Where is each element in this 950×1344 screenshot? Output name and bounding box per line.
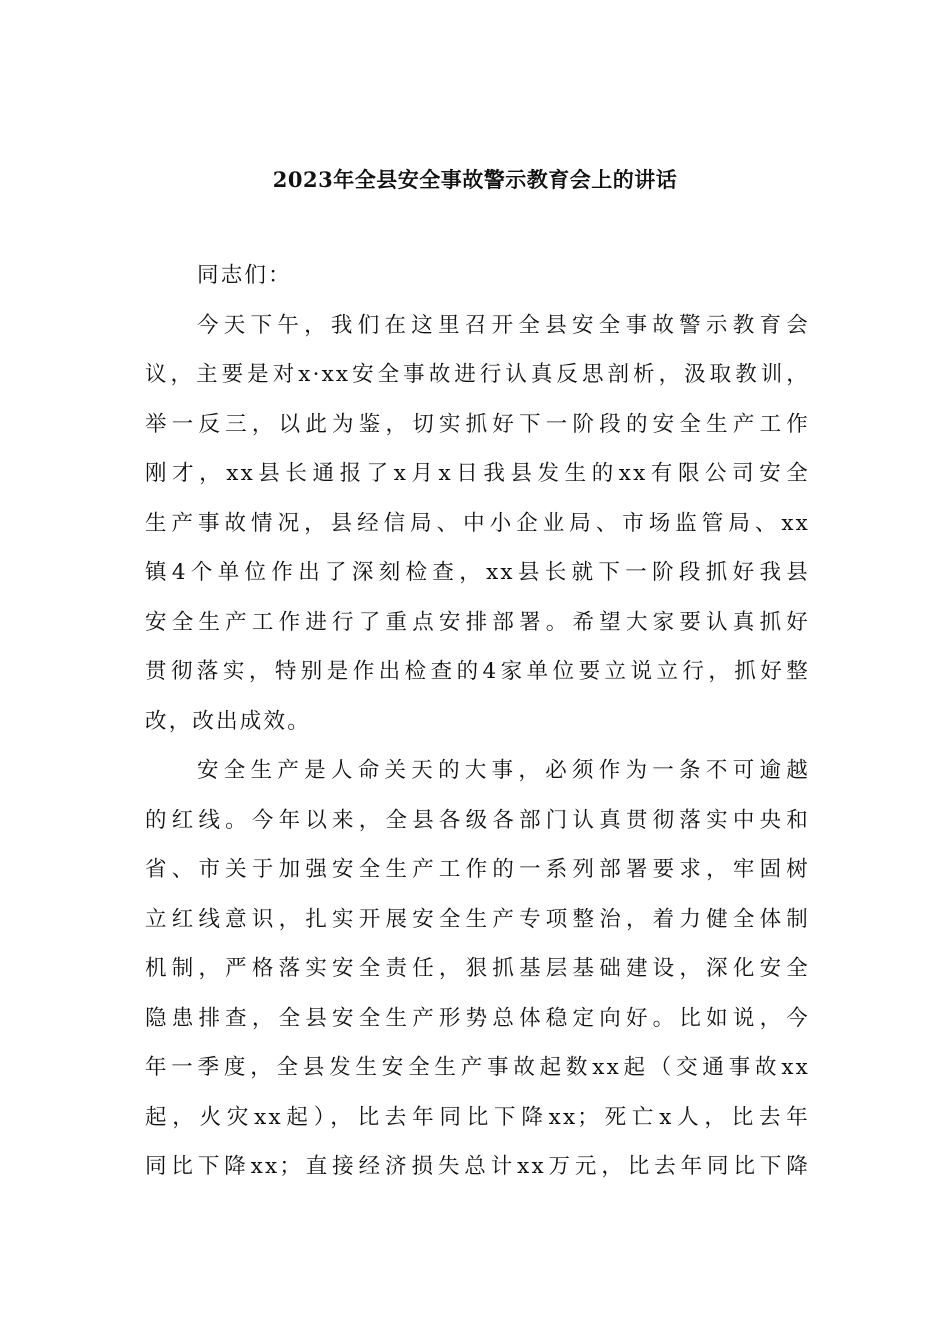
paragraph-line: 隐患排查，全县安全生产形势总体稳定向好。比如说，今 — [145, 1005, 810, 1031]
paragraph-line: 年一季度，全县发生安全生产事故起数xx起（交通事故xx — [145, 1055, 810, 1080]
paragraph-line: 镇4个单位作出了深刻检查，xx县长就下一阶段抓好我县 — [145, 560, 810, 585]
paragraph-line: 贯彻落实，特别是作出检查的4家单位要立说立行，抓好整 — [145, 659, 810, 684]
paragraph-line: 同比下降xx；直接经济损失总计xx万元，比去年同比下降 — [145, 1154, 810, 1179]
document-body — [145, 251, 810, 1192]
document-title: 2023年全县安全事故警示教育会上的讲话 — [272, 167, 678, 192]
paragraph-line: 机制，严格落实安全责任，狠抓基层基础建设，深化安全 — [145, 956, 810, 981]
paragraph-1 — [145, 301, 810, 747]
paragraph-line: 举一反三，以此为鉴，切实抓好下一阶段的安全生产工作 — [145, 411, 810, 437]
paragraph-line: 起，火灾xx起），比去年同比下降xx；死亡x人，比去年 — [145, 1104, 810, 1130]
paragraph-line: 安全生产是人命关天的大事，必须作为一条不可逾越 — [197, 758, 810, 783]
paragraph-line: 刚才，xx县长通报了x月x日我县发生的xx有限公司安全 — [145, 461, 810, 486]
paragraph-line: 省、市关于加强安全生产工作的一系列部署要求，牢固树 — [145, 857, 810, 882]
paragraph-line: 安全生产工作进行了重点安排部署。希望大家要认真抓好 — [145, 609, 810, 635]
paragraph-line: 的红线。今年以来，全县各级各部门认真贯彻落实中央和 — [145, 807, 810, 833]
paragraph-line: 今天下午，我们在这里召开全县安全事故警示教育会 — [197, 312, 810, 338]
salutation: 同志们： — [197, 263, 292, 288]
paragraph-line: 议，主要是对x·xx安全事故进行认真反思剖析，汲取教训， — [145, 362, 810, 387]
paragraph-line: 生产事故情况，县经信局、中小企业局、市场监管局、xx — [145, 510, 810, 536]
paragraph-2 — [145, 746, 810, 1192]
paragraph-line: 立红线意识，扎实开展安全生产专项整治，着力健全体制 — [145, 906, 810, 932]
paragraph-line: 改，改出成效。 — [145, 708, 311, 734]
